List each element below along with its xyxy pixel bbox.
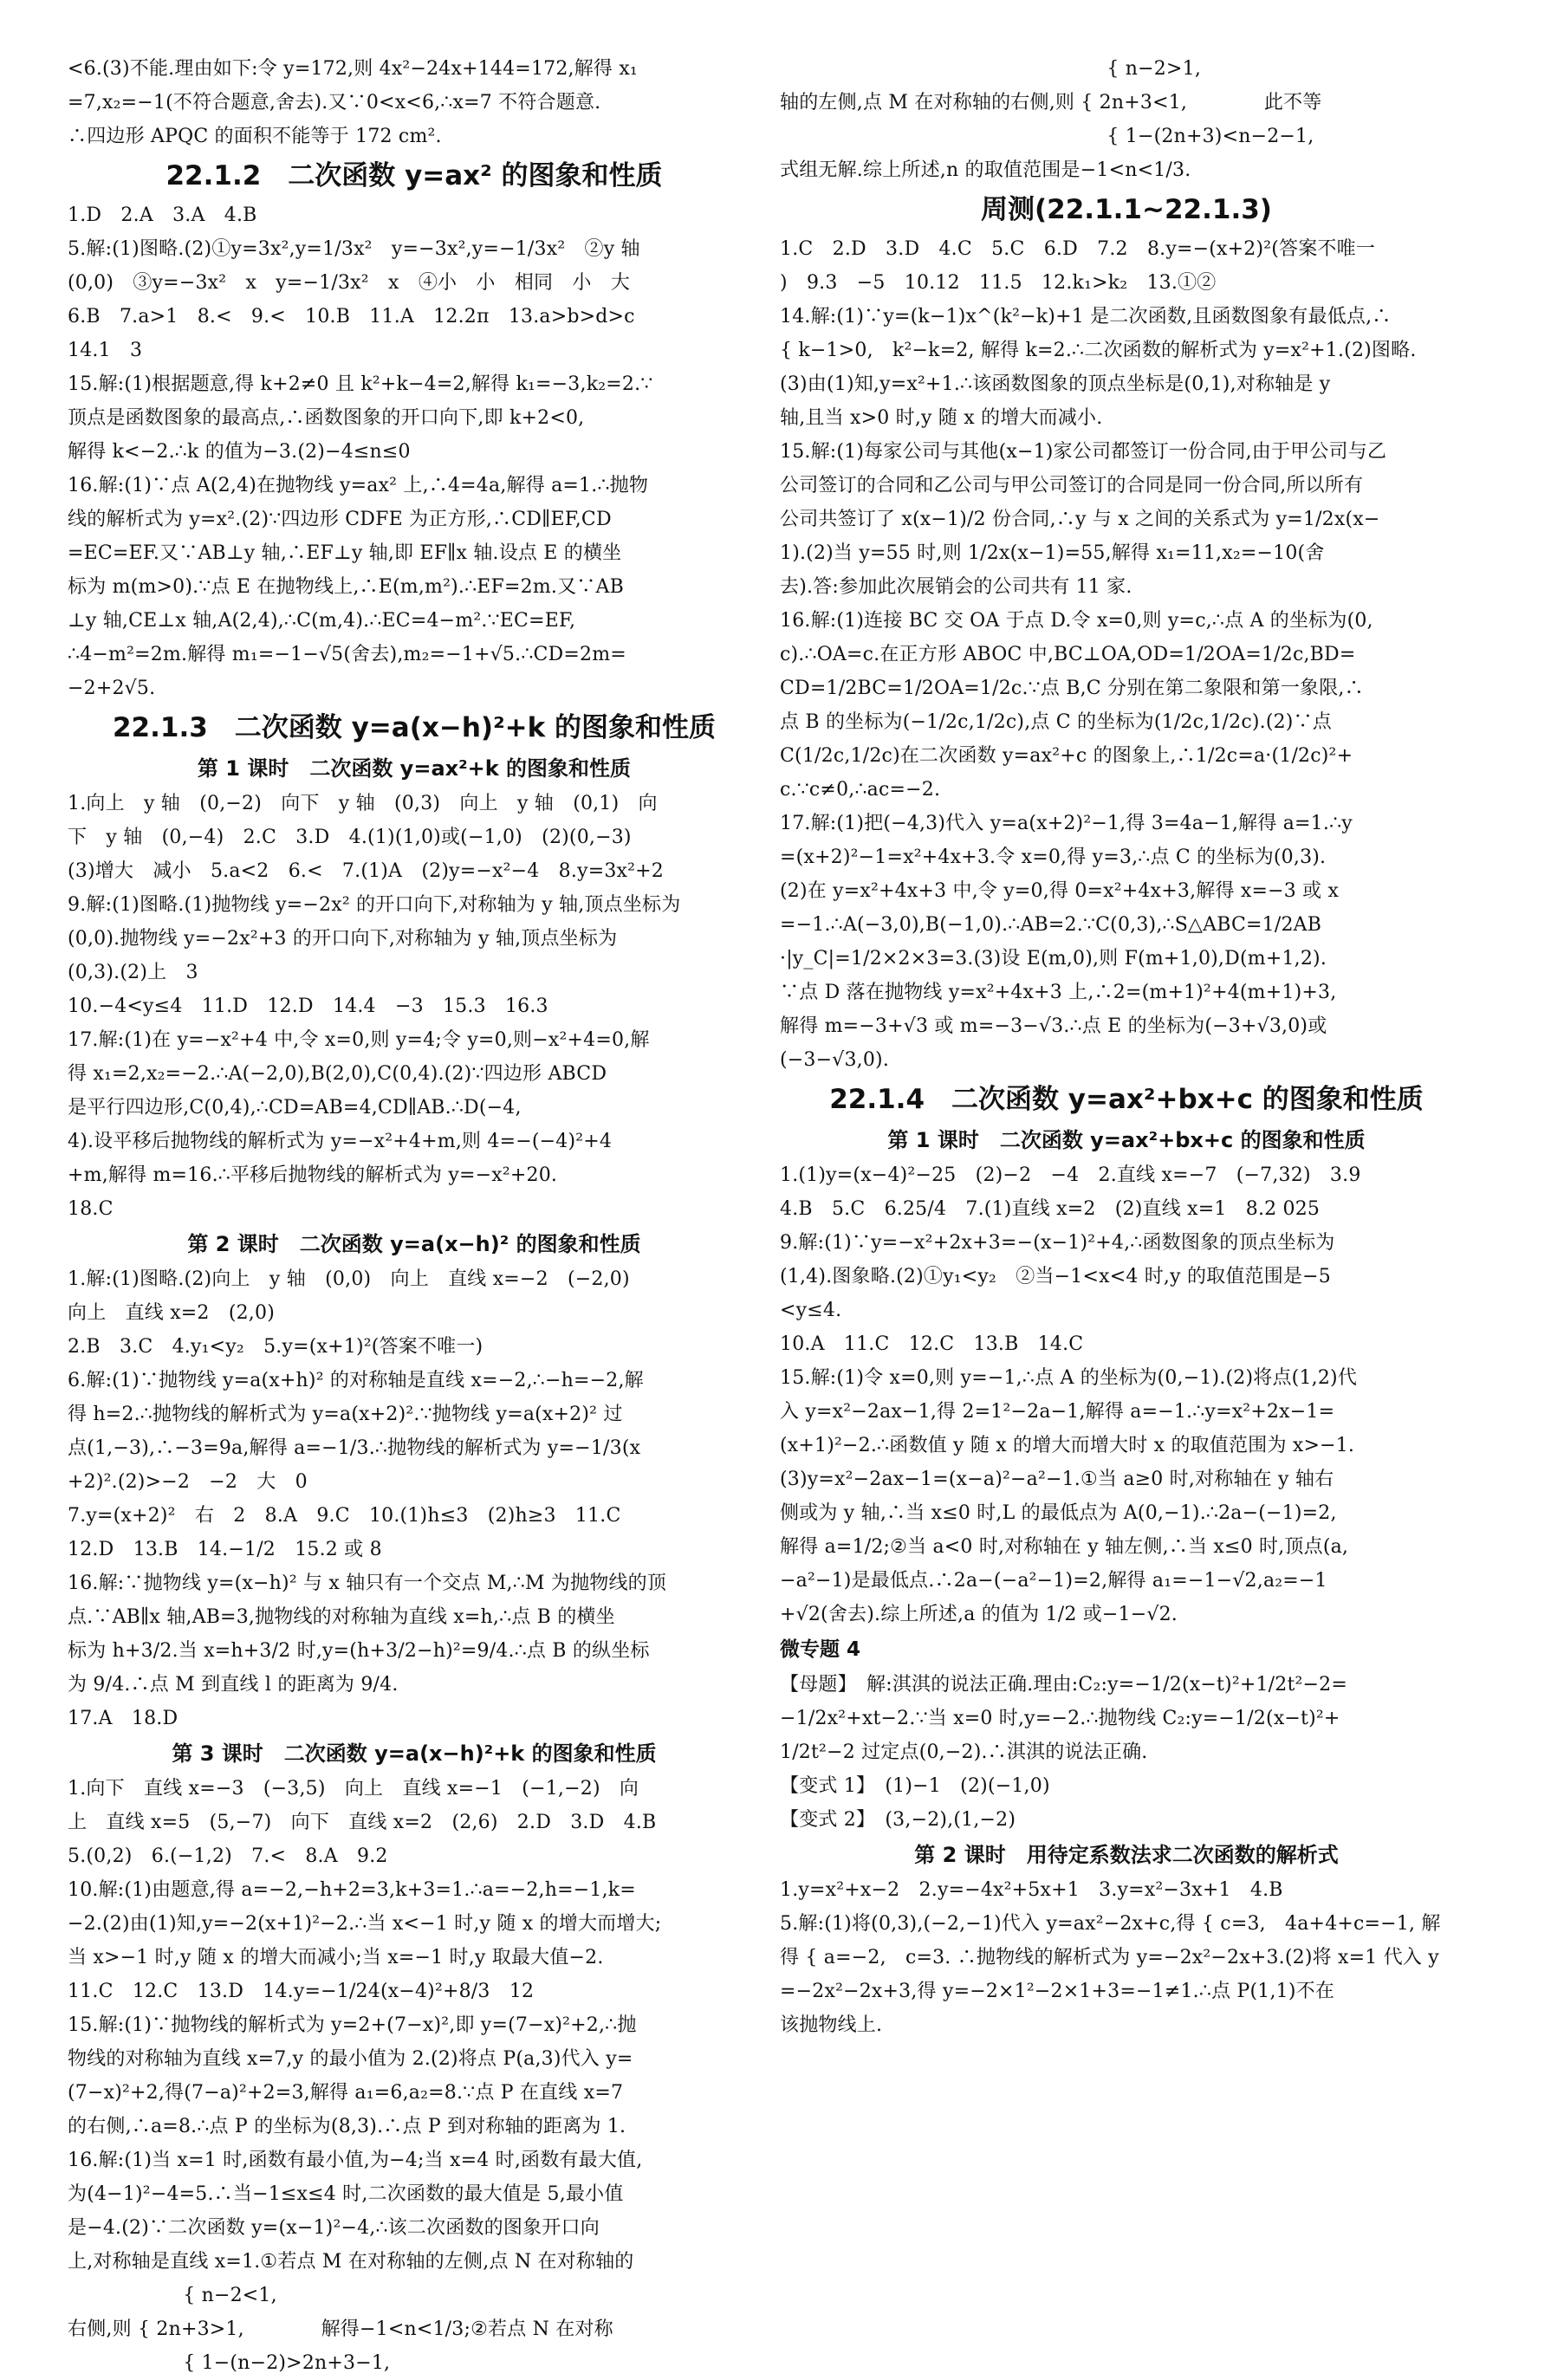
right-text-line: 轴,且当 x>0 时,y 随 x 的增大而减小.	[780, 407, 1103, 429]
left-text-line: 上 直线 x=5 (5,−7) 向下 直线 x=2 (2,6) 2.D 3.D 4.B	[68, 1812, 657, 1833]
left-text-line: 1.解:(1)图略.(2)向上 y 轴 (0,0) 向上 直线 x=−2 (−2,0)	[68, 1268, 630, 1290]
left-text-line: 得 x₁=2,x₂=−2.∴A(−2,0),B(2,0),C(0,4).(2)∵四边形 ABCD	[68, 1063, 607, 1085]
left-text-line: { n−2<1,	[68, 2285, 277, 2306]
left-section-heading: 22.1.2 二次函数 y=ax² 的图象和性质	[165, 160, 663, 191]
right-text-line: c).∴OA=c.在正方形 ABOC 中,BC⊥OA,OD=1/2OA=1/2c,BD=	[780, 644, 1356, 665]
right-lesson-heading: 第 1 课时 二次函数 y=ax²+bx+c 的图象和性质	[887, 1128, 1366, 1152]
right-text-line: 公司共签订了 x(x−1)/2 份合同,∴y 与 x 之间的关系式为 y=1/2x(x−	[780, 509, 1380, 530]
right-text-line: 侧或为 y 轴,∴当 x≤0 时,L 的最低点为 A(0,−1).∴2a−(−1)=2,	[780, 1502, 1337, 1524]
left-text-line: 14.1 3	[68, 340, 143, 361]
left-text-line: 标为 h+3/2.当 x=h+3/2 时,y=(h+3/2−h)²=9/4.∴点 B 的纵坐标	[68, 1640, 650, 1662]
left-text-line: 是−4.(2)∵二次函数 y=(x−1)²−4,∴该二次函数的图象开口向	[68, 2217, 600, 2239]
right-text-line: 解得 m=−3+√3 或 m=−3−√3.∴点 E 的坐标为(−3+√3,0)或	[780, 1015, 1327, 1037]
left-lesson-heading: 第 3 课时 二次函数 y=a(x−h)²+k 的图象和性质	[172, 1741, 657, 1766]
left-text-line: 下 y 轴 (0,−4) 2.C 3.D 4.(1)(1,0)或(−1,0) (2)(0,−3)	[68, 827, 632, 848]
right-text-line: 得 { a=−2, c=3. ∴抛物线的解析式为 y=−2x²−2x+3.(2)将 x=1 代入 y	[780, 1947, 1439, 1968]
right-text-line: { k−1>0, k²−k=2, 解得 k=2.∴二次函数的解析式为 y=x²+1.(2)图略.	[780, 340, 1417, 361]
left-text-line: −2.(2)由(1)知,y=−2(x+1)²−2.∴当 x<−1 时,y 随 x 的增大而增大;	[68, 1913, 662, 1935]
left-section-heading: 22.1.3 二次函数 y=a(x−h)²+k 的图象和性质	[112, 712, 717, 743]
left-text-line: 15.解:(1)根据题意,得 k+2≠0 且 k²+k−4=2,解得 k₁=−3,k₂=2.∵	[68, 373, 653, 395]
right-text-line: (2)在 y=x²+4x+3 中,令 y=0,得 0=x²+4x+3,解得 x=−3 或 x	[780, 880, 1340, 902]
left-text-line: 解得 k<−2.∴k 的值为−3.(2)−4≤n≤0	[68, 441, 411, 463]
right-text-line: 【变式 2】 (3,−2),(1,−2)	[780, 1809, 1016, 1831]
left-text-line: 为(4−1)²−4=5.∴当−1≤x≤4 时,二次函数的最大值是 5,最小值	[68, 2183, 624, 2205]
right-text-line: (3)由(1)知,y=x²+1.∴该函数图象的顶点坐标是(0,1),对称轴是 y	[780, 373, 1331, 395]
left-text-line: =EC=EF.又∵AB⊥y 轴,∴EF⊥y 轴,即 EF∥x 轴.设点 E 的横坐	[68, 542, 622, 564]
left-text-line: 当 x>−1 时,y 随 x 的增大而减小;当 x=−1 时,y 取最大值−2.	[68, 1947, 604, 1968]
right-text-line: 1.y=x²+x−2 2.y=−4x²+5x+1 3.y=x²−3x+1 4.B	[780, 1879, 1283, 1901]
right-text-line: −1/2x²+xt−2.∵当 x=0 时,y=−2.∴抛物线 C₂:y=−1/2(x−t)²+	[780, 1708, 1340, 1729]
left-text-line: ⊥y 轴,CE⊥x 轴,A(2,4),∴C(m,4).∴EC=4−m².∵EC=EF,	[68, 610, 576, 632]
left-text-line: { 1−(n−2)>2n+3−1,	[68, 2352, 391, 2374]
left-text-line: +2)².(2)>−2 −2 大 0	[68, 1471, 308, 1493]
right-text-line: +√2(舍去).综上所述,a 的值为 1/2 或−1−√2.	[780, 1604, 1178, 1625]
left-text-line: 向上 直线 x=2 (2,0)	[68, 1302, 275, 1324]
right-text-line: 入 y=x²−2ax−1,得 2=1²−2a−1,解得 a=−1.∴y=x²+2x−1=	[780, 1401, 1335, 1423]
left-text-line: 线的解析式为 y=x².(2)∵四边形 CDFE 为正方形,∴CD∥EF,CD	[68, 509, 612, 530]
right-text-line: 15.解:(1)令 x=0,则 y=−1,∴点 A 的坐标为(0,−1).(2)将点(1,2)代	[780, 1367, 1358, 1389]
left-text-line: 15.解:(1)∵抛物线的解析式为 y=2+(7−x)²,即 y=(7−x)²+2,∴抛	[68, 2014, 637, 2036]
left-column	[68, 52, 761, 2374]
left-text-line: 10.解:(1)由题意,得 a=−2,−h+2=3,k+3=1.∴a=−2,h=−1,k=	[68, 1879, 636, 1901]
left-text-line: 1.向下 直线 x=−3 (−3,5) 向上 直线 x=−1 (−1,−2) 向	[68, 1778, 639, 1800]
right-text-line: 4.B 5.C 6.25/4 7.(1)直线 x=2 (2)直线 x=1 8.2 025	[780, 1198, 1321, 1220]
right-text-line: (1,4).图象略.(2)①y₁<y₂ ②当−1<x<4 时,y 的取值范围是−5	[780, 1266, 1331, 1287]
right-text-line: 1.(1)y=(x−4)²−25 (2)−2 −4 2.直线 x=−7 (−7,32) 3.9	[780, 1164, 1361, 1186]
right-text-line: 1.C 2.D 3.D 4.C 5.C 6.D 7.2 8.y=−(x+2)²(答案不唯一	[780, 238, 1376, 260]
right-text-line: 该抛物线上.	[780, 2014, 883, 2036]
left-text-line: 点.∵AB∥x 轴,AB=3,抛物线的对称轴为直线 x=h,∴点 B 的横坐	[68, 1606, 615, 1628]
right-text-line: 解得 a=1/2;②当 a<0 时,对称轴在 y 轴左侧,∴当 x≤0 时,顶点(a,	[780, 1536, 1349, 1558]
right-lesson-heading: 第 2 课时 用待定系数法求二次函数的解析式	[914, 1843, 1339, 1867]
right-text-line: 轴的左侧,点 M 在对称轴的右侧,则 { 2n+3<1, 此不等	[780, 92, 1322, 113]
right-text-line: 公司签订的合同和乙公司与甲公司签订的合同是同一份合同,所以所有	[780, 475, 1364, 496]
left-text-line: 9.解:(1)图略.(1)抛物线 y=−2x² 的开口向下,对称轴为 y 轴,顶点坐标为	[68, 894, 681, 916]
left-text-line: 12.D 13.B 14.−1/2 15.2 或 8	[68, 1539, 382, 1560]
left-text-line: 1.向上 y 轴 (0,−2) 向下 y 轴 (0,3) 向上 y 轴 (0,1) 向	[68, 793, 658, 814]
left-text-line: <6.(3)不能.理由如下:令 y=172,则 4x²−24x+144=172,解得 x₁	[68, 58, 638, 80]
right-section-heading: 周测(22.1.1~22.1.3)	[981, 194, 1272, 225]
right-text-line: 9.解:(1)∵y=−x²+2x+3=−(x−1)²+4,∴函数图象的顶点坐标为	[780, 1232, 1335, 1254]
right-text-line: 10.A 11.C 12.C 13.B 14.C	[780, 1333, 1084, 1355]
right-text-line: 1/2t²−2 过定点(0,−2).∴淇淇的说法正确.	[780, 1741, 1148, 1763]
left-text-line: 1.D 2.A 3.A 4.B	[68, 204, 257, 226]
right-text-line: 16.解:(1)连接 BC 交 OA 于点 D.令 x=0,则 y=c,∴点 A 的坐标为(0,	[780, 610, 1373, 632]
left-text-line: 为 9/4.∴点 M 到直线 l 的距离为 9/4.	[68, 1674, 399, 1696]
left-text-line: 得 h=2.∴抛物线的解析式为 y=a(x+2)².∵抛物线 y=a(x+2)² 过	[68, 1404, 623, 1425]
right-text-line: 【变式 1】 (1)−1 (2)(−1,0)	[780, 1775, 1050, 1797]
right-topic-label: 微专题 4	[780, 1638, 861, 1661]
left-text-line: +m,解得 m=16.∴平移后抛物线的解析式为 y=−x²+20.	[68, 1164, 558, 1186]
right-text-line: 5.解:(1)将(0,3),(−2,−1)代入 y=ax²−2x+c,得 { c=3, 4a+4+c=−1, 解	[780, 1913, 1441, 1935]
left-text-line: 16.解:∵抛物线 y=(x−h)² 与 x 轴只有一个交点 M,∴M 为抛物线的顶	[68, 1573, 667, 1594]
left-text-line: 7.y=(x+2)² 右 2 8.A 9.C 10.(1)h≤3 (2)h≥3 11.C	[68, 1505, 621, 1527]
left-text-line: 4).设平移后抛物线的解析式为 y=−x²+4+m,则 4=−(−4)²+4	[68, 1131, 613, 1152]
left-text-line: 物线的对称轴为直线 x=7,y 的最小值为 2.(2)将点 P(a,3)代入 y=	[68, 2048, 633, 2070]
right-text-line: C(1/2c,1/2c)在二次函数 y=ax²+c 的图象上,∴1/2c=a·(1/2c)²+	[780, 745, 1353, 767]
left-text-line: 5.解:(1)图略.(2)①y=3x²,y=1/3x² y=−3x²,y=−1/3x² ②y 轴	[68, 238, 640, 260]
left-text-line: 17.解:(1)在 y=−x²+4 中,令 x=0,则 y=4;令 y=0,则−x²+4=0,解	[68, 1029, 650, 1051]
right-text-line: ) 9.3 −5 10.12 11.5 12.k₁>k₂ 13.①②	[780, 272, 1217, 294]
left-text-line: 17.A 18.D	[68, 1708, 178, 1729]
right-text-line: =−2x²−2x+3,得 y=−2×1²−2×1+3=−1≠1.∴点 P(1,1)不在	[780, 1981, 1335, 2002]
right-text-line: (x+1)²−2.∴函数值 y 随 x 的增大而增大时 x 的取值范围为 x>−1.	[780, 1435, 1355, 1456]
right-text-line: 去).答:参加此次展销会的公司共有 11 家.	[780, 576, 1132, 598]
right-column	[780, 52, 1473, 2192]
left-text-line: 的右侧,∴a=8.∴点 P 的坐标为(8,3).∴点 P 到对称轴的距离为 1.	[68, 2116, 626, 2137]
right-text-line: 14.解:(1)∵y=(k−1)x^(k²−k)+1 是二次函数,且函数图象有最低点,∴	[780, 306, 1392, 327]
left-text-line: (7−x)²+2,得(7−a)²+2=3,解得 a₁=6,a₂=8.∵点 P 在直线 x=7	[68, 2082, 624, 2104]
left-text-line: 18.C	[68, 1198, 114, 1220]
right-text-line: <y≤4.	[780, 1300, 842, 1321]
right-text-line: =(x+2)²−1=x²+4x+3.令 x=0,得 y=3,∴点 C 的坐标为(0,3).	[780, 846, 1327, 868]
left-text-line: 11.C 12.C 13.D 14.y=−1/24(x−4)²+8/3 12	[68, 1981, 535, 2002]
left-text-line: 上,对称轴是直线 x=1.①若点 M 在对称轴的左侧,点 N 在对称轴的	[68, 2251, 634, 2273]
left-lesson-heading: 第 1 课时 二次函数 y=ax²+k 的图象和性质	[197, 756, 632, 781]
left-text-line: (0,0) ③y=−3x² x y=−1/3x² x ④小 小 相同 小 大	[68, 272, 631, 294]
left-text-line: 顶点是函数图象的最高点,∴函数图象的开口向下,即 k+2<0,	[68, 407, 585, 429]
right-text-line: −a²−1)是最低点.∴2a−(−a²−1)=2,解得 a₁=−1−√2,a₂=−1	[780, 1570, 1327, 1592]
right-text-line: 15.解:(1)每家公司与其他(x−1)家公司都签订一份合同,由于甲公司与乙	[780, 441, 1387, 463]
left-text-line: 标为 m(m>0).∵点 E 在抛物线上,∴E(m,m²).∴EF=2m.又∵AB	[68, 576, 624, 598]
right-text-line: 点 B 的坐标为(−1/2c,1/2c),点 C 的坐标为(1/2c,1/2c).(2)∵点	[780, 711, 1332, 733]
left-text-line: =7,x₂=−1(不符合题意,舍去).又∵0<x<6,∴x=7 不符合题意.	[68, 92, 601, 113]
left-text-line: (0,3).(2)上 3	[68, 962, 198, 983]
right-text-line: 1).(2)当 y=55 时,则 1/2x(x−1)=55,解得 x₁=11,x₂=−10(舍	[780, 542, 1325, 564]
right-text-line: 式组无解.综上所述,n 的取值范围是−1<n<1/3.	[780, 159, 1191, 181]
left-text-line: 是平行四边形,C(0,4),∴CD=AB=4,CD∥AB.∴D(−4,	[68, 1097, 522, 1119]
right-text-line: { n−2>1,	[780, 58, 1202, 80]
left-text-line: −2+2√5.	[68, 678, 156, 699]
left-text-line: 右侧,则 { 2n+3>1, 解得−1<n<1/3;②若点 N 在对称	[68, 2318, 613, 2340]
right-text-line: (3)y=x²−2ax−1=(x−a)²−a²−1.①当 a≥0 时,对称轴在 y 轴右	[780, 1469, 1334, 1490]
right-text-line: (−3−√3,0).	[780, 1049, 890, 1071]
left-text-line: ∴4−m²=2m.解得 m₁=−1−√5(舍去),m₂=−1+√5.∴CD=2m=	[68, 644, 626, 665]
left-text-line: 点(1,−3),∴−3=9a,解得 a=−1/3.∴抛物线的解析式为 y=−1/3(x	[68, 1437, 641, 1459]
left-text-line: 6.B 7.a>1 8.< 9.< 10.B 11.A 12.2π 13.a>b>d>c	[68, 306, 635, 327]
right-text-line: 【母题】 解:淇淇的说法正确.理由:C₂:y=−1/2(x−t)²+1/2t²−2=	[780, 1674, 1348, 1696]
right-text-line: { 1−(2n+3)<n−2−1,	[780, 126, 1314, 147]
left-text-line: 2.B 3.C 4.y₁<y₂ 5.y=(x+1)²(答案不唯一)	[68, 1336, 483, 1358]
right-text-line: ·|y_C|=1/2×2×3=3.(3)设 E(m,0),则 F(m+1,0),D(m+1,2).	[780, 948, 1327, 970]
left-text-line: 6.解:(1)∵抛物线 y=a(x+h)² 的对称轴是直线 x=−2,∴−h=−2,解	[68, 1370, 644, 1391]
left-text-line: (3)增大 减小 5.a<2 6.< 7.(1)A (2)y=−x²−4 8.y=3x²+2	[68, 860, 664, 882]
right-text-line: =−1.∴A(−3,0),B(−1,0).∴AB=2.∵C(0,3),∴S△ABC=1/2AB	[780, 914, 1322, 936]
left-text-line: 16.解:(1)∵点 A(2,4)在抛物线 y=ax² 上,∴4=4a,解得 a=1.∴抛物	[68, 475, 649, 496]
right-text-line: 17.解:(1)把(−4,3)代入 y=a(x+2)²−1,得 3=4a−1,解得 a=1.∴y	[780, 813, 1353, 834]
right-section-heading: 22.1.4 二次函数 y=ax²+bx+c 的图象和性质	[829, 1084, 1424, 1115]
right-text-line: c.∵c≠0,∴ac=−2.	[780, 779, 941, 801]
left-text-line: (0,0).抛物线 y=−2x²+3 的开口向下,对称轴为 y 轴,顶点坐标为	[68, 928, 618, 950]
left-text-line: 5.(0,2) 6.(−1,2) 7.< 8.A 9.2	[68, 1845, 388, 1867]
right-text-line: ∵点 D 落在抛物线 y=x²+4x+3 上,∴2=(m+1)²+4(m+1)+3,	[780, 982, 1337, 1003]
left-text-line: ∴四边形 APQC 的面积不能等于 172 cm².	[68, 126, 442, 147]
left-text-line: 16.解:(1)当 x=1 时,函数有最小值,为−4;当 x=4 时,函数有最大值,	[68, 2150, 643, 2171]
left-lesson-heading: 第 2 课时 二次函数 y=a(x−h)² 的图象和性质	[187, 1232, 641, 1256]
left-text-line: 10.−4<y≤4 11.D 12.D 14.4 −3 15.3 16.3	[68, 995, 548, 1017]
right-text-line: CD=1/2BC=1/2OA=1/2c.∵点 B,C 分别在第二象限和第一象限,∴	[780, 678, 1364, 699]
